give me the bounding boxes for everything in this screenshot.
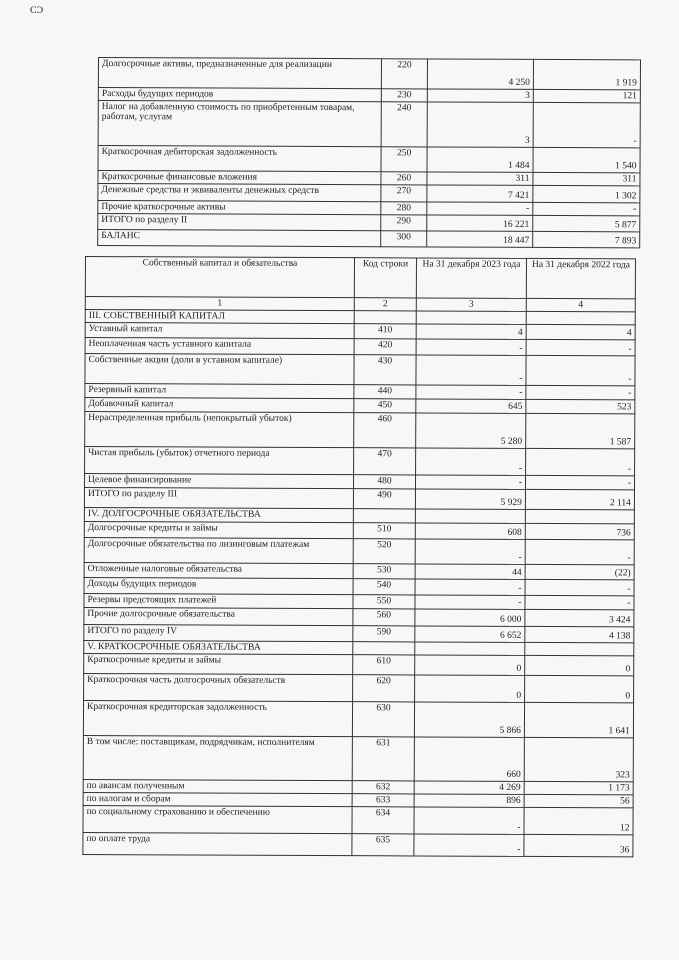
row-code: 620: [353, 675, 415, 702]
row-code: 420: [354, 339, 416, 355]
assets-table: [97, 57, 641, 248]
header-row: [85, 257, 635, 299]
value-2023: -: [416, 339, 526, 355]
row-code: 490: [353, 489, 415, 509]
value-2023: -: [415, 539, 525, 564]
row-name: ИТОГО по разделу IV: [84, 624, 353, 641]
row-code: 480: [353, 475, 415, 489]
value-2022: 1 641: [524, 702, 633, 737]
value-2023: 660: [414, 737, 524, 781]
table-row: [83, 700, 633, 737]
value-2022: -: [525, 579, 634, 595]
value-2023: 7 421: [427, 185, 533, 202]
row-name: Долгосрочные активы, предназначенные для реализации: [98, 58, 381, 89]
value-2022: 3 424: [525, 609, 634, 626]
value-2023: 4: [416, 324, 526, 339]
value-2023: -: [415, 595, 525, 609]
row-code: 530: [353, 564, 415, 579]
table-row: [84, 653, 634, 675]
value-2022: -: [525, 595, 634, 609]
row-code: 290: [381, 215, 427, 231]
table-row: [85, 354, 635, 386]
row-code: [353, 642, 415, 655]
row-name: БАЛАНС: [98, 230, 381, 247]
value-2022: -: [526, 339, 635, 355]
row-name: III. СОБСТВЕННЫЙ КАПИТАЛ: [85, 310, 354, 324]
row-name: Краткосрочная часть долгосрочных обязательств: [84, 673, 353, 701]
row-code: 590: [353, 626, 415, 642]
row-code: 610: [353, 655, 415, 675]
row-name: ИТОГО по разделу II: [98, 214, 381, 231]
value-2022: [526, 311, 635, 324]
table-row: [84, 673, 634, 702]
value-2022: 5 877: [533, 215, 640, 231]
value-2022: -: [533, 202, 640, 215]
row-name: Долгосрочные кредиты и займы: [84, 521, 353, 538]
value-2023: [415, 509, 525, 523]
value-2022: 7 893: [533, 231, 640, 247]
value-2023: 5 280: [416, 413, 526, 448]
value-2023: 3: [427, 89, 533, 102]
row-name: Прочие долгосрочные обязательства: [84, 607, 353, 625]
value-2022: 523: [526, 399, 635, 413]
row-name: Резервы предстоящих платежей: [84, 593, 353, 608]
row-name: Денежные средства и эквиваленты денежных средств: [98, 184, 381, 202]
value-2023: 896: [414, 794, 524, 807]
value-2023: 311: [427, 172, 533, 185]
row-name: Целевое финансирование: [84, 474, 353, 489]
value-2022: 0: [525, 675, 634, 702]
row-name: Отложенные налоговые обязательства: [84, 562, 353, 578]
row-code: 430: [354, 355, 416, 385]
value-2023: -: [414, 834, 524, 856]
value-2023: 6 000: [415, 609, 525, 626]
value-2022: 2 114: [525, 489, 634, 509]
row-name: Краткосрочные кредиты и займы: [84, 653, 353, 674]
value-2022: -: [525, 475, 634, 489]
row-code: 220: [381, 59, 427, 89]
value-2022: 736: [525, 523, 634, 539]
row-code: 630: [352, 702, 414, 737]
value-2023: -: [416, 355, 526, 385]
row-name: Чистая прибыль (убыток) отчетного периода: [85, 447, 354, 475]
value-2022: 1 173: [524, 781, 633, 794]
value-2023: 0: [415, 675, 525, 702]
row-name: Собственные акции (доли в уставном капитале): [85, 354, 354, 385]
row-name: Долгосрочные обязательства по лизинговым платежам: [84, 537, 353, 563]
value-2023: -: [414, 807, 524, 834]
row-code: [353, 509, 415, 523]
row-code: 280: [381, 202, 427, 215]
row-code: 240: [381, 102, 427, 147]
value-2023: [416, 311, 526, 324]
row-name: V. КРАТКОСРОЧНЫЕ ОБЯЗАТЕЛЬСТВА: [84, 640, 353, 654]
row-code: 550: [353, 595, 415, 609]
value-2022: -: [525, 539, 634, 564]
row-code: 460: [354, 413, 416, 448]
row-code: 250: [381, 147, 427, 172]
row-name: В том числе: поставщикам, подрядчикам, исполнителям: [83, 735, 352, 780]
row-name: по оплате труда: [83, 832, 352, 855]
value-2023: -: [415, 579, 525, 595]
corner-mark: ᴄᴐ: [30, 2, 44, 17]
row-name: по авансам полученным: [83, 779, 352, 793]
col-number: 4: [526, 298, 635, 311]
value-2022: [525, 642, 634, 655]
row-code: 230: [381, 89, 427, 102]
value-2023: -: [427, 202, 533, 215]
value-2022: 1 540: [533, 147, 640, 172]
row-code: 410: [354, 324, 416, 339]
value-2023: 5 929: [415, 489, 525, 509]
row-name: по социальному страхованию и обеспечению: [83, 805, 352, 833]
value-2023: 4 250: [427, 59, 533, 89]
value-2023: 5 866: [414, 702, 524, 737]
col-number: 3: [416, 298, 526, 311]
value-2023: 645: [416, 399, 526, 413]
value-2022: 12: [524, 807, 633, 834]
row-name: ИТОГО по разделу III: [84, 487, 353, 508]
row-code: 560: [353, 609, 415, 626]
row-code: 520: [353, 539, 415, 564]
value-2023: 0: [415, 655, 525, 675]
table-row: [84, 537, 634, 564]
value-2022: 1 587: [526, 413, 635, 448]
value-2022: -: [533, 102, 640, 147]
table-row: [83, 805, 633, 834]
value-2023: 18 447: [427, 231, 533, 247]
row-name: Краткосрочная дебиторская задолженность: [98, 146, 381, 172]
row-code: 510: [353, 523, 415, 539]
col-number: 2: [354, 298, 416, 311]
row-code: 631: [352, 737, 414, 781]
value-2022: 4: [526, 324, 635, 339]
header-2022: На 31 декабря 2022 года: [526, 258, 635, 298]
table-row: [98, 101, 640, 148]
value-2023: -: [415, 475, 525, 489]
row-name: Резервный капитал: [85, 384, 354, 399]
value-2023: -: [416, 448, 526, 475]
value-2022: 0: [525, 655, 634, 675]
value-2022: 1 302: [533, 185, 640, 202]
value-2022: 323: [524, 737, 633, 781]
row-name: Краткосрочная кредиторская задолженность: [83, 700, 352, 736]
table-row: [85, 412, 635, 449]
value-2023: 44: [415, 564, 525, 579]
row-name: Уставный капитал: [85, 323, 354, 339]
row-code: [354, 311, 416, 324]
value-2023: 1 484: [427, 147, 533, 172]
row-name: Налог на добавленную стоимость по приобретенным товарам, работам, услугам: [98, 101, 381, 147]
value-2023: 4 269: [414, 781, 524, 794]
table-row: [83, 832, 633, 856]
table-row: [83, 735, 633, 781]
row-name: Краткосрочные финансовые вложения: [98, 171, 381, 185]
value-2022: 1 919: [533, 59, 640, 89]
value-2022: -: [526, 355, 635, 385]
header-name: Собственный капитал и обязательства: [85, 257, 354, 298]
header-2023: На 31 декабря 2023 года: [416, 258, 526, 298]
row-code: 450: [354, 399, 416, 413]
row-code: 260: [381, 172, 427, 185]
row-code: 300: [381, 231, 427, 247]
table-row: [98, 58, 640, 90]
value-2022: (22): [525, 564, 634, 579]
row-code: 635: [352, 834, 414, 856]
row-code: 440: [354, 385, 416, 399]
col-number: 1: [85, 297, 354, 311]
value-2023: [415, 642, 525, 655]
row-name: Расходы будущих периодов: [98, 88, 381, 102]
value-2023: 6 652: [415, 626, 525, 642]
equity-liabilities-table: [82, 256, 636, 857]
row-name: Прочие краткосрочные активы: [98, 201, 381, 215]
value-2022: 311: [533, 172, 640, 185]
value-2023: -: [416, 385, 526, 399]
value-2022: -: [526, 448, 635, 475]
value-2023: 3: [427, 102, 533, 147]
row-code: 633: [352, 794, 414, 807]
value-2022: 121: [533, 89, 640, 102]
row-code: 634: [352, 807, 414, 834]
value-2022: 4 138: [525, 626, 634, 642]
value-2022: 56: [524, 794, 633, 807]
row-code: 270: [381, 185, 427, 202]
row-name: по налогам и сборам: [83, 792, 352, 806]
table-row: [84, 487, 634, 509]
row-name: Нераспределенная прибыль (непокрытый убыток): [85, 412, 354, 448]
row-name: IV. ДОЛГОСРОЧНЫЕ ОБЯЗАТЕЛЬСТВА: [84, 507, 353, 522]
value-2022: -: [526, 385, 635, 399]
row-code: 632: [352, 781, 414, 794]
table-row: [98, 230, 640, 248]
row-code: 470: [354, 448, 416, 475]
value-2023: 608: [415, 523, 525, 539]
value-2022: 36: [524, 834, 633, 856]
value-2023: 16 221: [427, 215, 533, 231]
row-name: Неоплаченная часть уставного капитала: [85, 338, 354, 355]
value-2022: [525, 509, 634, 523]
header-code: Код строки: [354, 258, 416, 298]
table-row: [85, 447, 635, 476]
row-code: 540: [353, 579, 415, 595]
row-name: Добавочный капитал: [85, 398, 354, 413]
row-name: Доходы будущих периодов: [84, 577, 353, 594]
table-row: [98, 146, 640, 173]
